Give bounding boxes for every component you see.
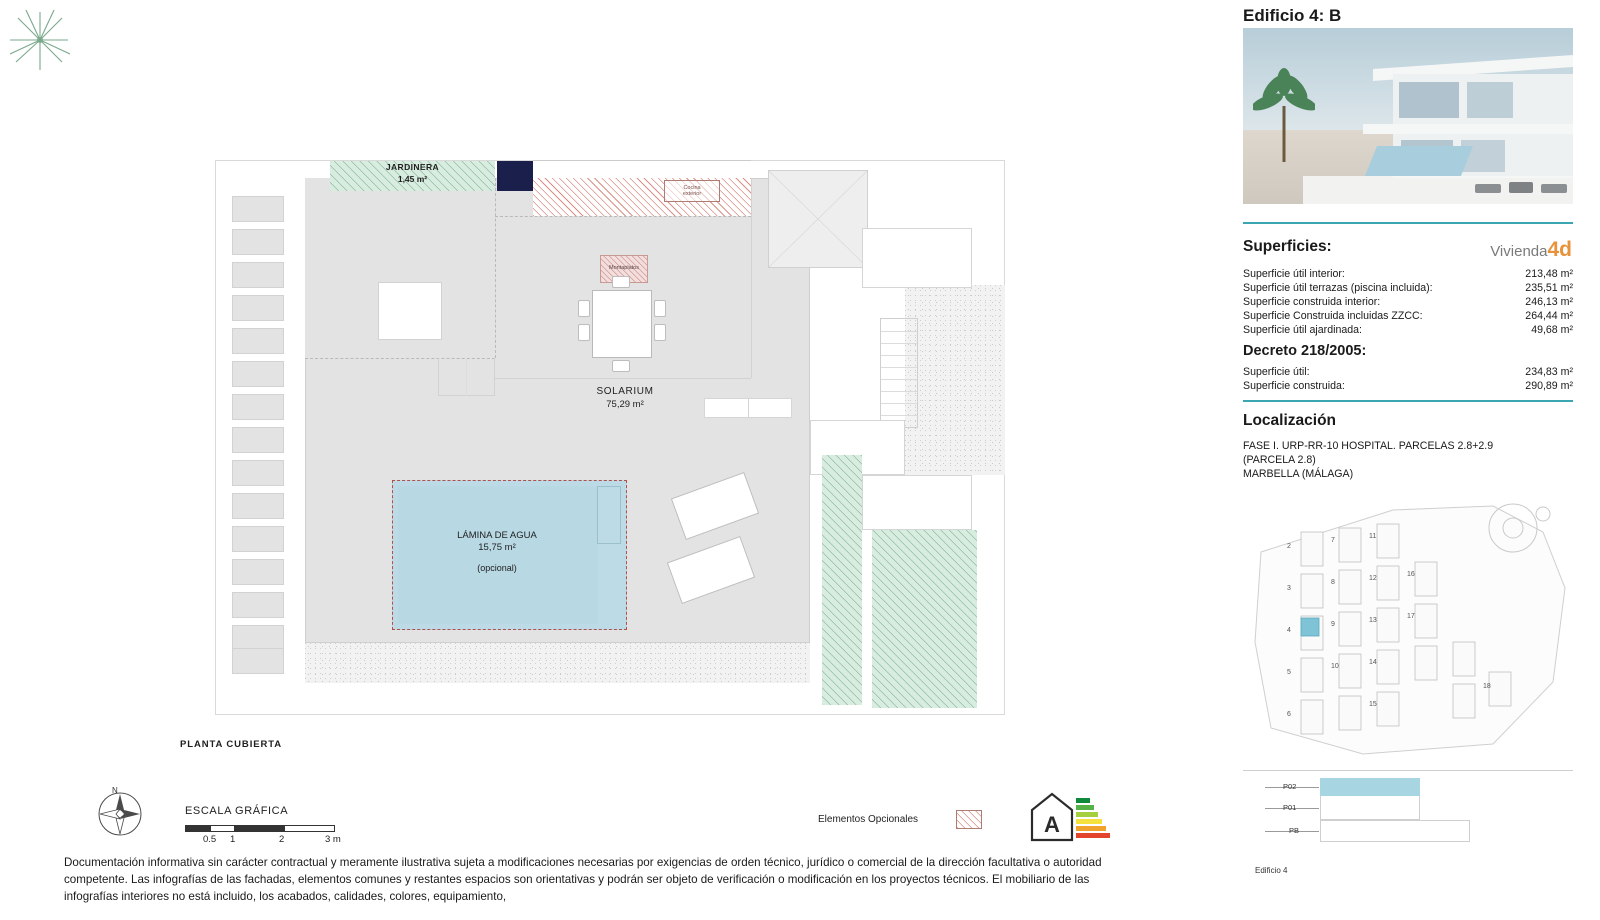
chair: [612, 276, 630, 288]
svg-text:15: 15: [1369, 701, 1377, 708]
brand-prefix: Vivienda: [1490, 243, 1548, 260]
surface-label: Superficie Construida incluidas ZZCC:: [1243, 310, 1423, 322]
section-level-label: P02: [1283, 782, 1297, 791]
bench-divider: [748, 398, 749, 418]
divider-thin: [1243, 770, 1573, 771]
graphic-scale: [185, 805, 365, 848]
svg-text:8: 8: [1331, 579, 1335, 586]
step: [232, 648, 284, 674]
building-section-diagram: [1255, 778, 1505, 862]
location-line: (PARCELA 2.8): [1243, 454, 1316, 466]
roof-element: [862, 475, 972, 530]
solarium-value: 75,29 m²: [606, 399, 644, 410]
scale-tick: 3 m: [325, 834, 341, 845]
decree-label: Superficie útil:: [1243, 366, 1310, 378]
guide-line-2: [495, 178, 496, 358]
guide-line-5: [495, 378, 751, 379]
decree-value: 290,89 m²: [1525, 380, 1573, 392]
surfaces-heading: Superficies:: [1243, 238, 1332, 255]
panel-title: Edificio 4: B: [1243, 6, 1342, 25]
pool-value: 15,75 m²: [478, 542, 516, 553]
step: [232, 592, 284, 618]
scale-tick: 0.5: [203, 834, 217, 845]
building-render-image: [1243, 28, 1573, 204]
palm-tree-icon: [0, 0, 80, 80]
guide-line-4: [751, 178, 752, 378]
step: [232, 427, 284, 453]
surface-value: 213,48 m²: [1525, 268, 1573, 280]
step: [232, 394, 284, 420]
svg-text:7: 7: [1331, 537, 1335, 544]
staircase: [880, 318, 918, 428]
garden-strip: [822, 455, 862, 705]
montaplatos-label: Montaplatos: [609, 265, 639, 271]
chair: [654, 324, 666, 341]
svg-text:5: 5: [1287, 669, 1291, 676]
gravel-zone-bottom: [305, 643, 810, 683]
chair: [612, 360, 630, 372]
section-caption: Edificio 4: [1255, 866, 1288, 875]
scale-bar: [185, 825, 335, 832]
section-level-label: P01: [1283, 803, 1297, 812]
step: [232, 526, 284, 552]
pool-label-group: [392, 530, 602, 573]
step: [232, 262, 284, 288]
dining-table: [592, 290, 652, 358]
decree-value: 234,83 m²: [1525, 366, 1573, 378]
surface-value: 235,51 m²: [1525, 282, 1573, 294]
decree-label: Superficie construida:: [1243, 380, 1345, 392]
svg-text:4: 4: [1287, 627, 1291, 634]
surface-label: Superficie construida interior:: [1243, 296, 1381, 308]
solarium-label: SOLARIUM: [596, 386, 654, 397]
svg-text:A: A: [1044, 812, 1060, 837]
svg-text:11: 11: [1369, 533, 1377, 540]
location-line: MARBELLA (MÁLAGA): [1243, 468, 1354, 480]
floor-plan-title: PLANTA CUBIERTA: [180, 739, 282, 750]
compass-north-label: N: [112, 786, 118, 795]
step: [232, 460, 284, 486]
surface-value: 246,13 m²: [1525, 296, 1573, 308]
divider-rule: [1243, 400, 1573, 402]
section-level-pb-block: [1320, 820, 1470, 842]
step: [232, 196, 284, 222]
location-line: FASE I. URP-RR-10 HOSPITAL. PARCELAS 2.8+2.9: [1243, 440, 1494, 452]
cocina-exterior-label: Cocina exterior: [682, 185, 702, 198]
scale-title: ESCALA GRÁFICA: [185, 805, 289, 817]
svg-text:10: 10: [1331, 663, 1339, 670]
compass-icon: [96, 790, 144, 838]
roof-element: [862, 228, 972, 288]
pool-label: LÁMINA DE AGUA: [457, 530, 537, 541]
step: [232, 559, 284, 585]
section-level-p01-block: [1320, 796, 1420, 820]
svg-text:6: 6: [1287, 711, 1291, 718]
location-heading: Localización: [1243, 412, 1337, 429]
chair: [578, 324, 590, 341]
machinery-block: [768, 170, 868, 268]
solarium-label-group: [560, 386, 690, 410]
step: [232, 361, 284, 387]
svg-text:18: 18: [1483, 683, 1491, 690]
surface-value: 49,68 m²: [1531, 324, 1573, 336]
brand-logo: [1490, 238, 1572, 262]
site-map: [1243, 492, 1573, 762]
svg-text:9: 9: [1331, 621, 1335, 628]
decree-heading: Decreto 218/2005:: [1243, 343, 1367, 359]
brand-suffix: 4d: [1547, 238, 1572, 261]
step: [232, 229, 284, 255]
svg-text:2: 2: [1287, 543, 1291, 550]
scale-tick: 2: [279, 834, 285, 845]
surface-value: 264,44 m²: [1525, 310, 1573, 322]
stair-small-divider: [466, 358, 467, 396]
cocina-top-edge: [533, 160, 751, 161]
svg-text:14: 14: [1369, 659, 1377, 666]
optional-elements-swatch: [956, 810, 982, 829]
guide-line-3: [495, 216, 751, 217]
gravel-zone-right: [905, 285, 1005, 475]
svg-text:16: 16: [1407, 571, 1415, 578]
svg-text:17: 17: [1407, 613, 1415, 620]
optional-elements-label: Elementos Opcionales: [818, 814, 919, 825]
chair: [578, 300, 590, 317]
cocina-exterior-box: [664, 180, 720, 202]
garden-zone-right: [872, 530, 977, 708]
energy-rating-badge: [1028, 790, 1114, 842]
jardinera-value: 1,45 m²: [397, 174, 428, 184]
pool-optional-note: (opcional): [477, 563, 517, 573]
step: [232, 493, 284, 519]
legal-disclaimer: Documentación informativa sin carácter contractual y meramente ilustrativa sujeta a modificaciones necesarias por exigencias de orden técnico, jurídico o comercial de la dirección facultativa o autoridad competente. Las infografías de las fachadas, elementos comunes y restantes espacios son orientativas y podrán ser objeto de verificación o modificación en los proyectos técnicos. El mobiliario de las infografías interiores no está incluido, los acabados, calidades, colores, equipamiento,: [64, 856, 1102, 903]
section-level-p02-block: [1320, 778, 1420, 796]
svg-text:3: 3: [1287, 585, 1291, 592]
chair: [654, 300, 666, 317]
scale-tick: 1: [230, 834, 236, 845]
scale-ticks: [185, 834, 370, 848]
jardinera-label: JARDINERA: [385, 162, 440, 172]
roof-opening: [378, 282, 442, 340]
svg-text:13: 13: [1369, 617, 1377, 624]
surface-label: Superficie útil interior:: [1243, 268, 1345, 280]
surface-label: Superficie útil ajardinada:: [1243, 324, 1362, 336]
section-level-label: PB: [1289, 826, 1300, 835]
jardinera-zone: [330, 161, 495, 191]
divider-rule: [1243, 222, 1573, 224]
svg-text:12: 12: [1369, 575, 1377, 582]
step: [232, 295, 284, 321]
navy-marker: [497, 161, 533, 191]
surface-label: Superficie útil terrazas (piscina incluida):: [1243, 282, 1433, 294]
step: [232, 328, 284, 354]
